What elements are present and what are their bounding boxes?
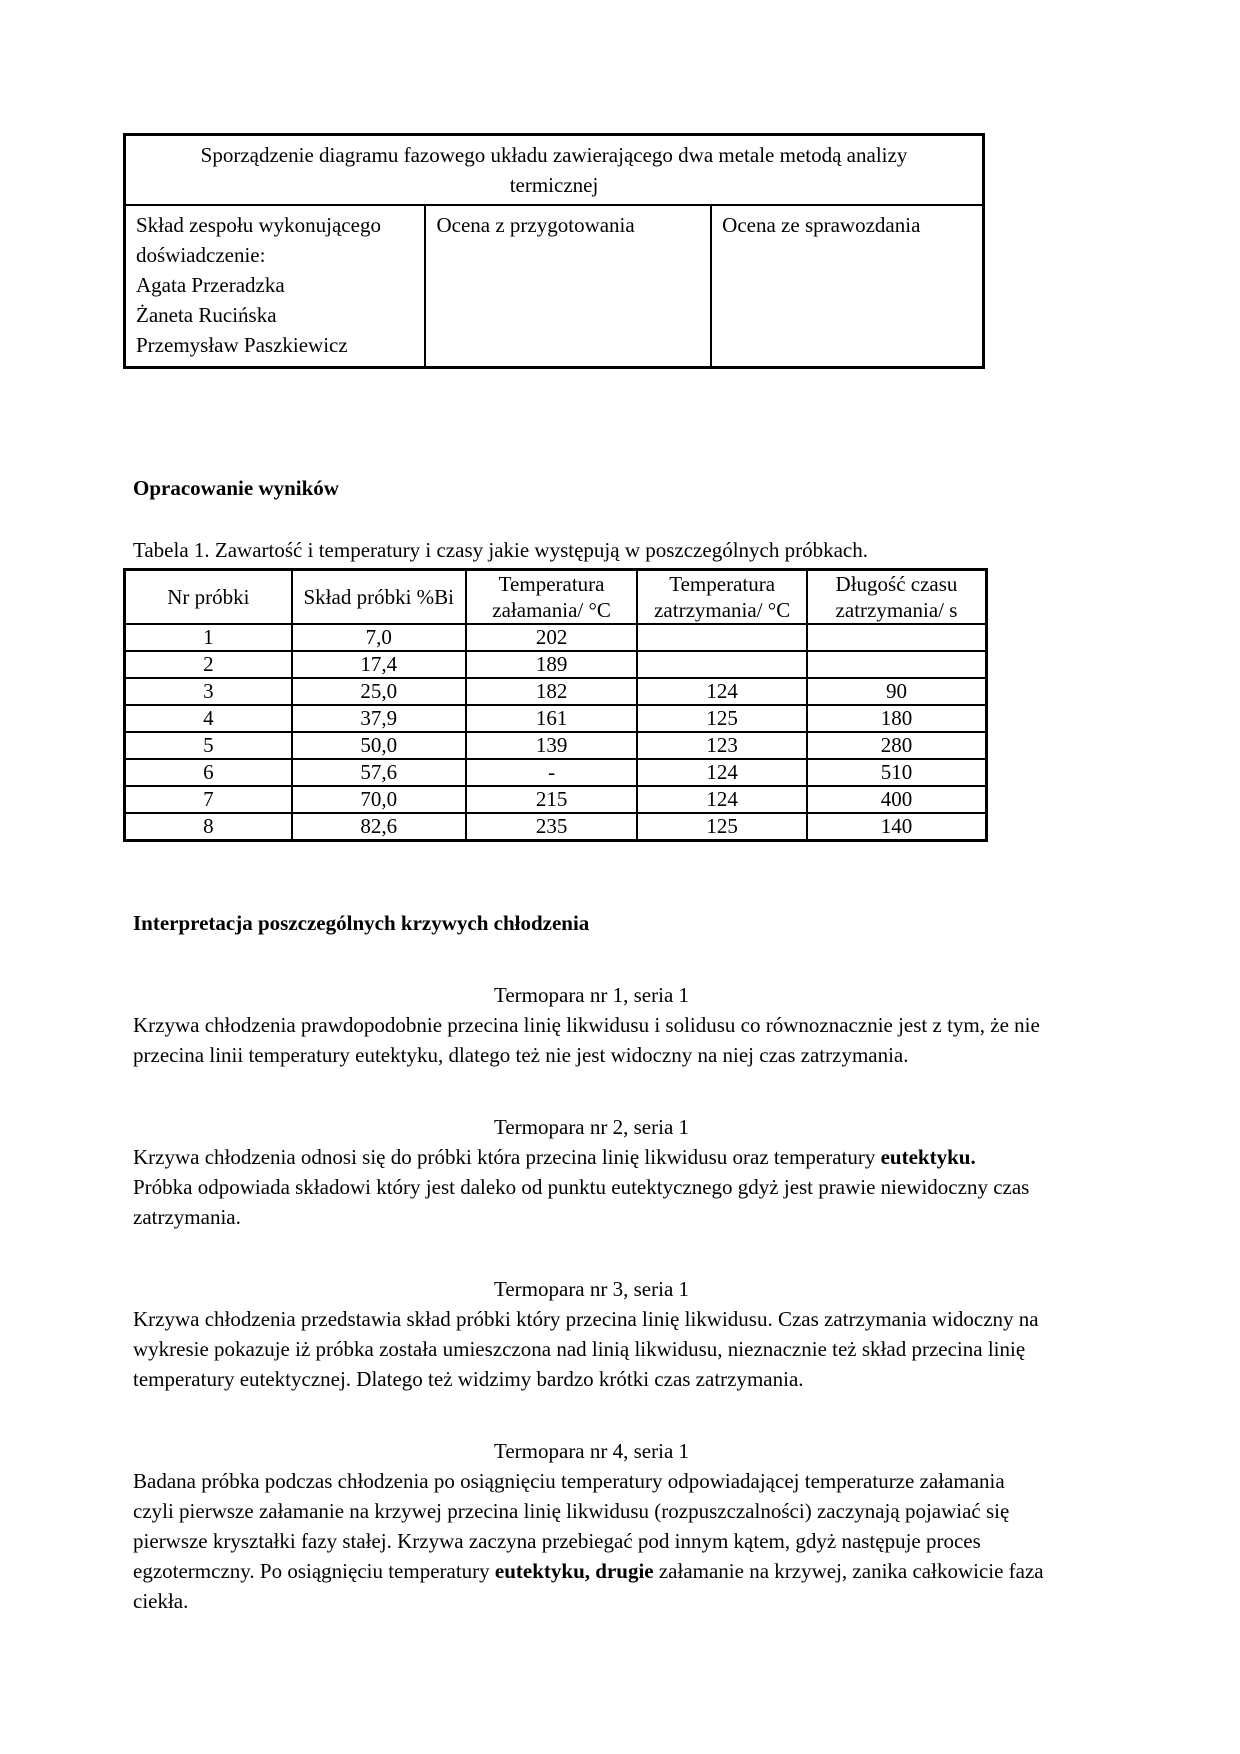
cell: 3 bbox=[125, 678, 292, 705]
cell: 90 bbox=[807, 678, 987, 705]
interpretation-heading: Interpretacja poszczególnych krzywych chłodzenia bbox=[133, 911, 590, 935]
paragraph bbox=[133, 1010, 1050, 1070]
team-member: Przemysław Paszkiewicz bbox=[136, 333, 348, 357]
team-member: Agata Przeradzka bbox=[136, 273, 285, 297]
team-cell bbox=[125, 205, 426, 368]
cell: 17,4 bbox=[292, 651, 466, 678]
table1-header-row bbox=[125, 570, 987, 625]
cell: 510 bbox=[807, 759, 987, 786]
header-info-row bbox=[125, 205, 984, 368]
text-segment: Badana próbka podczas chłodzenia po osiągnięciu temperatury odpowiadającej temperaturze załamania czyli pierwsze załamanie na krzywej przecina linię likwidusu (rozpuszczalności) zaczynają pojawiać się pierwsze kryształki fazy stałej. Krzywa zaczyna przebiegać pod innym kątem, gdyż następuje proces egzotermczny. Po osiągnięciu temperatury bbox=[133, 1469, 1010, 1583]
cell bbox=[807, 651, 987, 678]
cell: 124 bbox=[637, 678, 807, 705]
text-segment: Krzywa chłodzenia odnosi się do próbki która przecina linię likwidusu oraz temperatury bbox=[133, 1145, 881, 1169]
table-row bbox=[125, 732, 987, 759]
cell: 189 bbox=[466, 651, 638, 678]
cell: 280 bbox=[807, 732, 987, 759]
cell: 161 bbox=[466, 705, 638, 732]
cell: 50,0 bbox=[292, 732, 466, 759]
column-header: Nr próbki bbox=[125, 570, 292, 625]
team-member: Żaneta Rucińska bbox=[136, 303, 277, 327]
cell bbox=[637, 651, 807, 678]
header-table bbox=[123, 133, 985, 369]
section-termopara-1 bbox=[133, 980, 1050, 1070]
text-segment-bold: eutektyku, drugie bbox=[494, 1559, 654, 1583]
cell: 235 bbox=[466, 813, 638, 841]
header-title-row bbox=[125, 135, 984, 206]
table-row bbox=[125, 759, 987, 786]
table1-caption: Tabela 1. Zawartość i temperatury i czasy jakie występują w poszczególnych próbkach. bbox=[133, 538, 868, 562]
cell: 1 bbox=[125, 624, 292, 651]
column-header: Skład próbki %Bi bbox=[292, 570, 466, 625]
cell: 25,0 bbox=[292, 678, 466, 705]
cell: 400 bbox=[807, 786, 987, 813]
document-title: Sporządzenie diagramu fazowego układu zawierającego dwa metale metodą analizy termicznej bbox=[125, 135, 984, 206]
paragraph bbox=[133, 1172, 1050, 1232]
cell bbox=[807, 624, 987, 651]
column-header: Temperatura załamania/ °C bbox=[466, 570, 638, 625]
cell: 8 bbox=[125, 813, 292, 841]
section-title: Termopara nr 4, seria 1 bbox=[493, 1439, 690, 1463]
table-row bbox=[125, 813, 987, 841]
section-title: Termopara nr 2, seria 1 bbox=[493, 1115, 690, 1139]
cell: 82,6 bbox=[292, 813, 466, 841]
table-row bbox=[125, 705, 987, 732]
table-row bbox=[125, 624, 987, 651]
section-termopara-3 bbox=[133, 1274, 1050, 1394]
text-segment-bold: eutektyku. bbox=[880, 1145, 976, 1169]
cell: 2 bbox=[125, 651, 292, 678]
cell bbox=[637, 624, 807, 651]
cell: 182 bbox=[466, 678, 638, 705]
cell: 125 bbox=[637, 705, 807, 732]
cell: 4 bbox=[125, 705, 292, 732]
text-segment: Próbka odpowiada składowi który jest daleko od punktu eutektycznego gdyż jest prawie niewidoczny czas zatrzymania. bbox=[133, 1175, 1030, 1229]
section-title: Termopara nr 1, seria 1 bbox=[493, 983, 690, 1007]
paragraph bbox=[133, 1466, 1050, 1616]
cell: 124 bbox=[637, 786, 807, 813]
section-termopara-2 bbox=[133, 1112, 1050, 1232]
table1 bbox=[123, 568, 988, 842]
cell: 70,0 bbox=[292, 786, 466, 813]
column-header: Temperatura zatrzymania/ °C bbox=[637, 570, 807, 625]
report-grade-cell: Ocena ze sprawozdania bbox=[711, 205, 983, 368]
cell: 6 bbox=[125, 759, 292, 786]
cell: 37,9 bbox=[292, 705, 466, 732]
section-title: Termopara nr 3, seria 1 bbox=[493, 1277, 690, 1301]
cell: 215 bbox=[466, 786, 638, 813]
cell: 5 bbox=[125, 732, 292, 759]
results-heading: Opracowanie wyników bbox=[133, 476, 339, 500]
text-segment: załamanie na krzywej, zanika całkowicie faza ciekła. bbox=[133, 1559, 1044, 1613]
text-segment: Krzywa chłodzenia prawdopodobnie przecina linię likwidusu i solidusu co równoznacznie jest z tym, że nie przecina linii temperatury eutektyku, dlatego też nie jest widoczny na niej czas zatrzymania. bbox=[133, 1013, 1040, 1067]
section-termopara-4 bbox=[133, 1436, 1050, 1616]
cell: 140 bbox=[807, 813, 987, 841]
cell: 125 bbox=[637, 813, 807, 841]
team-label: Skład zespołu wykonującego doświadczenie: bbox=[136, 213, 381, 267]
cell: 123 bbox=[637, 732, 807, 759]
text-segment: Krzywa chłodzenia przedstawia skład próbki który przecina linię likwidusu. Czas zatrzymania widoczny na wykresie pokazuje iż próbka została umieszczona nad linią likwidusu, nieznacznie też skład przecina linię temperatury eutektycznej. Dlatego też widzimy bardzo krótki czas zatrzymania. bbox=[133, 1307, 1039, 1391]
cell: 124 bbox=[637, 759, 807, 786]
column-header: Długość czasu zatrzymania/ s bbox=[807, 570, 987, 625]
cell: 7 bbox=[125, 786, 292, 813]
cell: 180 bbox=[807, 705, 987, 732]
paragraph bbox=[133, 1304, 1050, 1394]
cell: 7,0 bbox=[292, 624, 466, 651]
cell: - bbox=[466, 759, 638, 786]
table-row bbox=[125, 678, 987, 705]
cell: 57,6 bbox=[292, 759, 466, 786]
paragraph bbox=[133, 1142, 1050, 1172]
cell: 202 bbox=[466, 624, 638, 651]
table-row bbox=[125, 786, 987, 813]
prep-grade-cell: Ocena z przygotowania bbox=[425, 205, 711, 368]
table-row bbox=[125, 651, 987, 678]
cell: 139 bbox=[466, 732, 638, 759]
